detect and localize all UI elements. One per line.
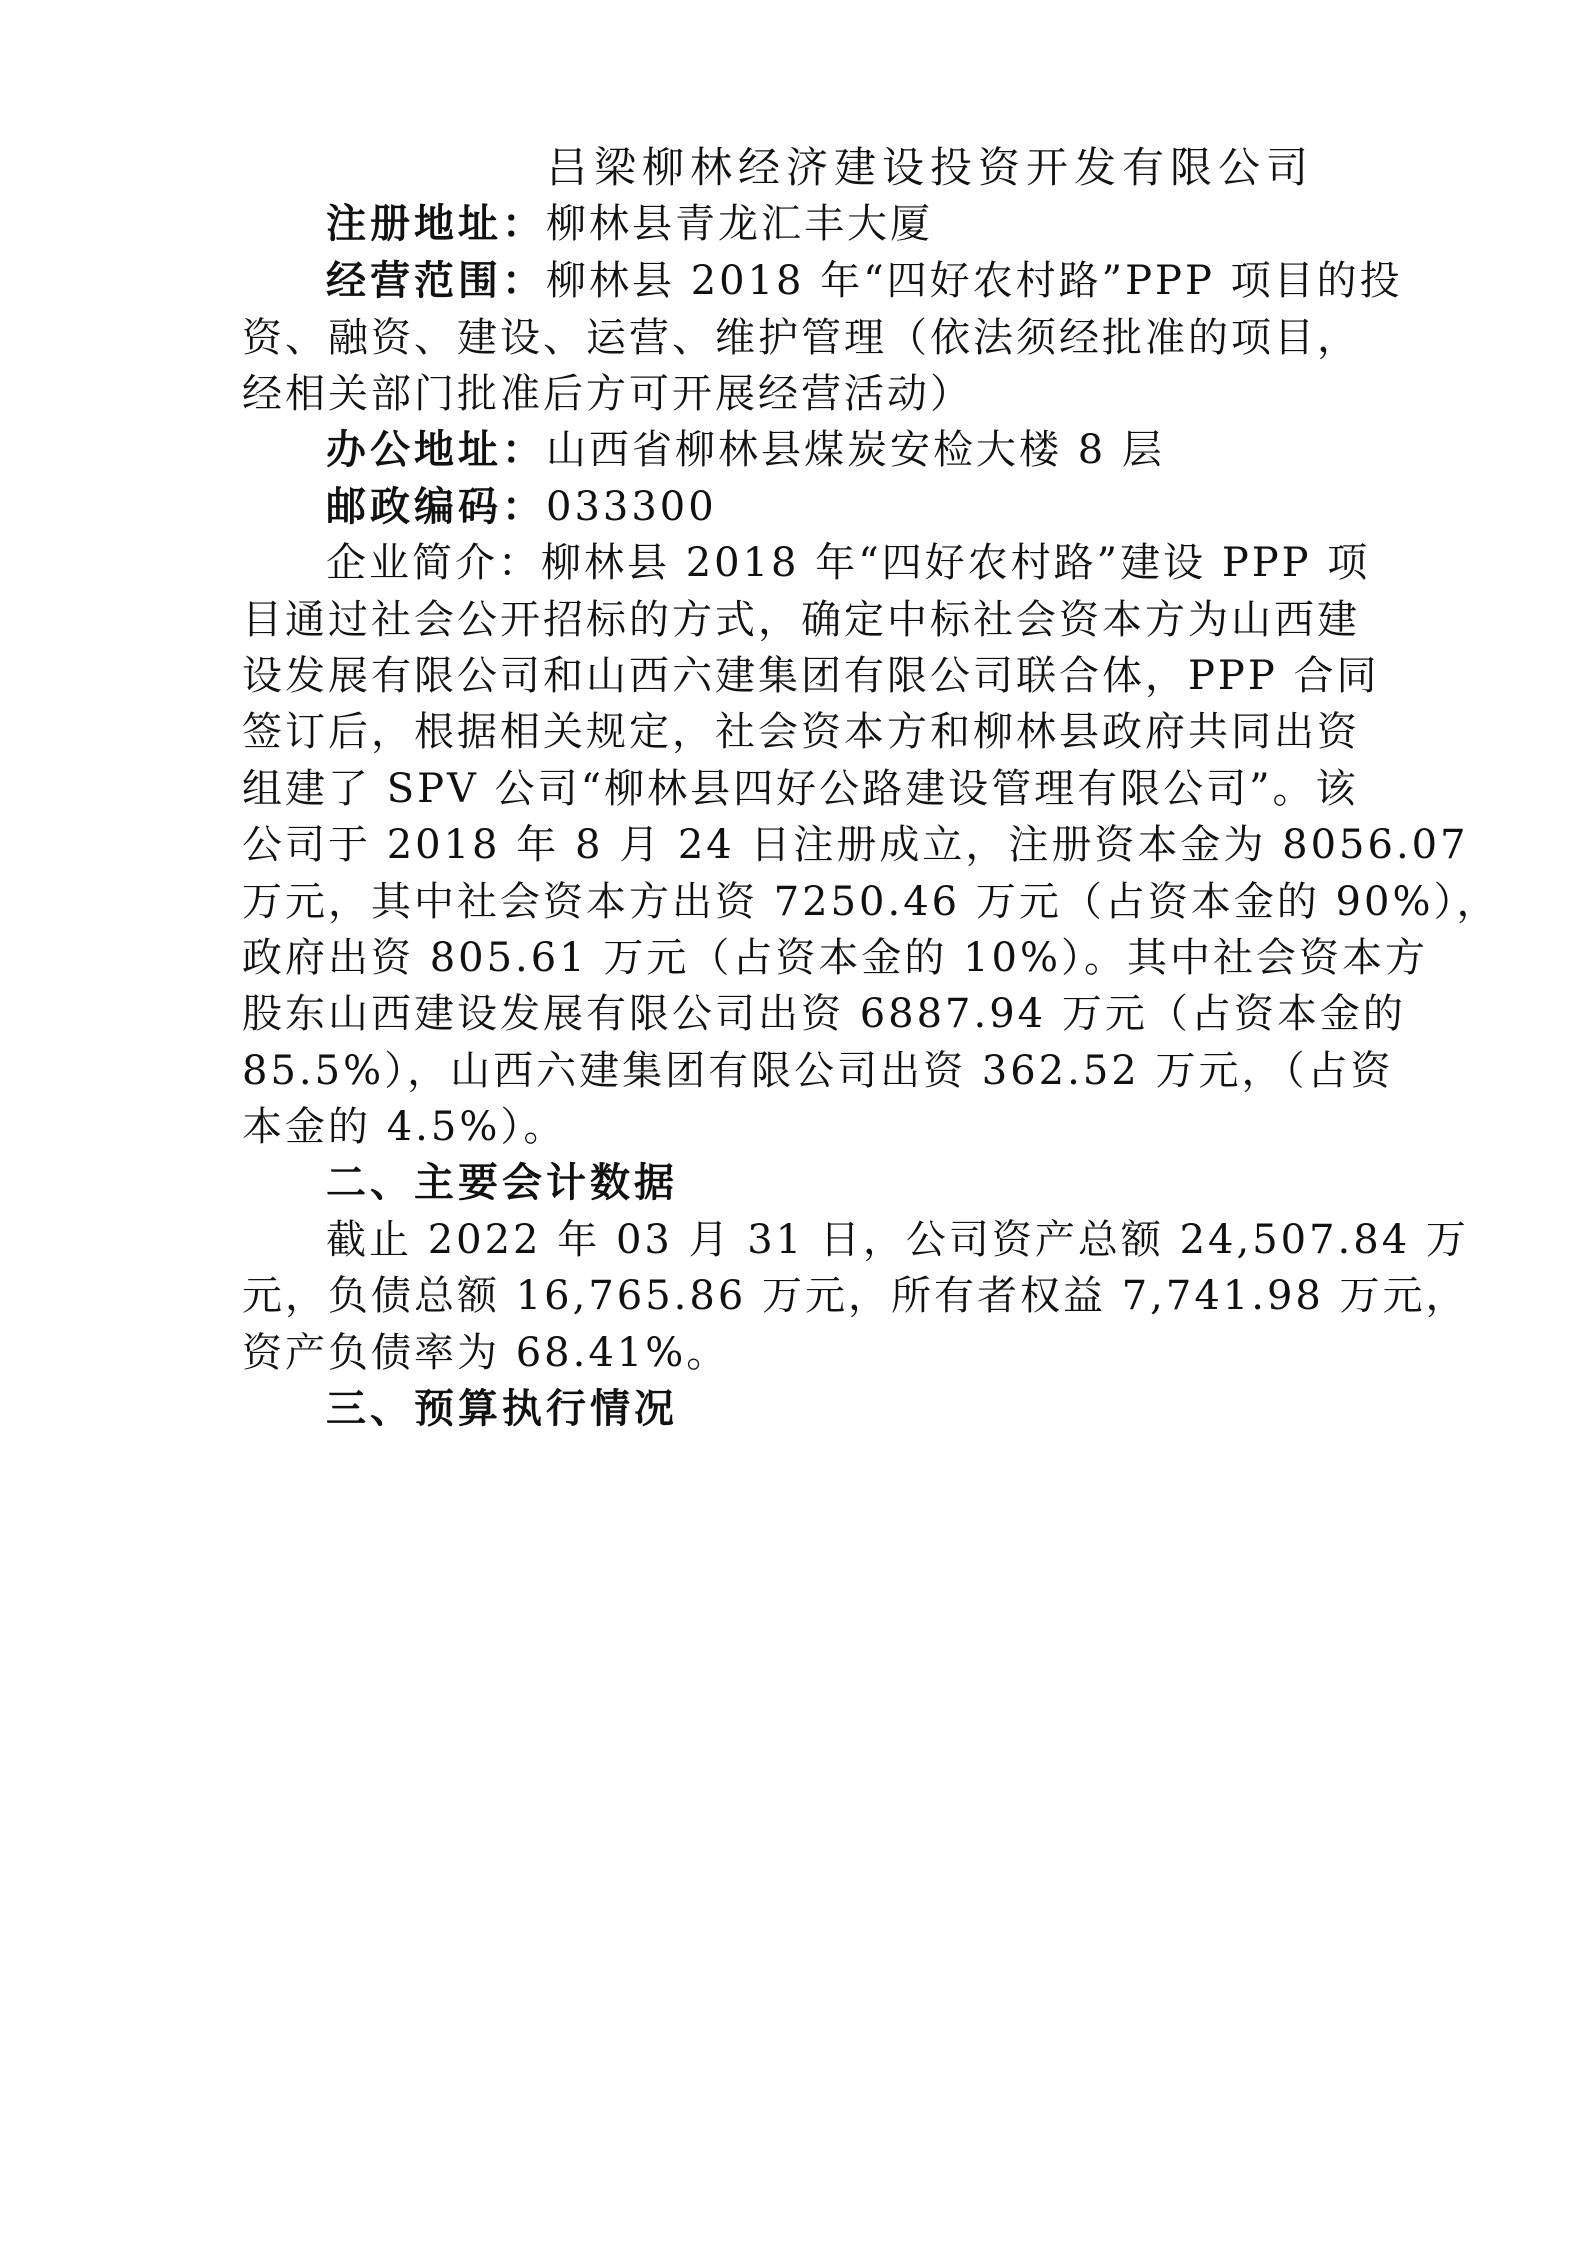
business-scope-row: [326, 255, 1403, 307]
profile-line: 签订后，根据相关规定，社会资本方和柳林县政府共同出资: [242, 709, 1360, 755]
profile-line: 企业简介：柳林县 2018 年“四好农村路”建设 PPP 项: [326, 540, 1371, 586]
registered-address-row: [326, 198, 933, 250]
business-scope-line: 柳林县 2018 年“四好农村路”PPP 项目的投: [546, 258, 1403, 304]
business-scope-label: 经营范围：: [326, 258, 546, 304]
profile-line: 政府出资 805.61 万元（占资本金的 10%）。其中社会资本方: [242, 935, 1429, 981]
profile-line: 85.5%），山西六建集团有限公司出资 362.52 万元，（占资: [242, 1048, 1394, 1094]
profile-line: 万元，其中社会资本方出资 7250.46 万元（占资本金的 90%），: [242, 879, 1500, 925]
accounting-line: 元，负债总额 16,765.86 万元，所有者权益 7,741.98 万元，: [242, 1273, 1469, 1319]
office-address-value: 山西省柳林县煤炭安检大楼 8 层: [546, 427, 1165, 473]
profile-line: 目通过社会公开招标的方式，确定中标社会资本方为山西建: [242, 597, 1360, 643]
profile-line: 公司于 2018 年 8 月 24 日注册成立，注册资本金为 8056.07: [242, 822, 1469, 868]
postal-code-row: [326, 481, 717, 533]
business-scope-line: 经相关部门批准后方可开展经营活动）: [242, 371, 973, 417]
registered-address-label: 注册地址：: [326, 201, 546, 247]
section-heading-accounting: 二、主要会计数据: [326, 1160, 678, 1206]
postal-code-value: 033300: [546, 484, 717, 530]
document-title: 吕梁柳林经济建设投资开发有限公司: [546, 143, 1315, 192]
registered-address-value: 柳林县青龙汇丰大厦: [546, 201, 933, 247]
section-heading-budget: 三、预算执行情况: [326, 1386, 678, 1432]
office-address-label: 办公地址：: [326, 427, 546, 473]
accounting-line: 截止 2022 年 03 月 31 日，公司资产总额 24,507.84 万: [326, 1217, 1469, 1263]
accounting-line: 资产负债率为 68.41%。: [242, 1330, 730, 1376]
business-scope-line: 资、融资、建设、运营、维护管理（依法须经批准的项目，: [242, 315, 1360, 361]
profile-line: 组建了 SPV 公司“柳林县四好公路建设管理有限公司”。该: [242, 766, 1359, 812]
profile-line: 设发展有限公司和山西六建集团有限公司联合体，PPP 合同: [242, 653, 1380, 699]
office-address-row: [326, 424, 1165, 476]
profile-line: 本金的 4.5%）。: [242, 1104, 567, 1150]
postal-code-label: 邮政编码：: [326, 484, 546, 530]
profile-line: 股东山西建设发展有限公司出资 6887.94 万元（占资本金的: [242, 991, 1406, 1037]
